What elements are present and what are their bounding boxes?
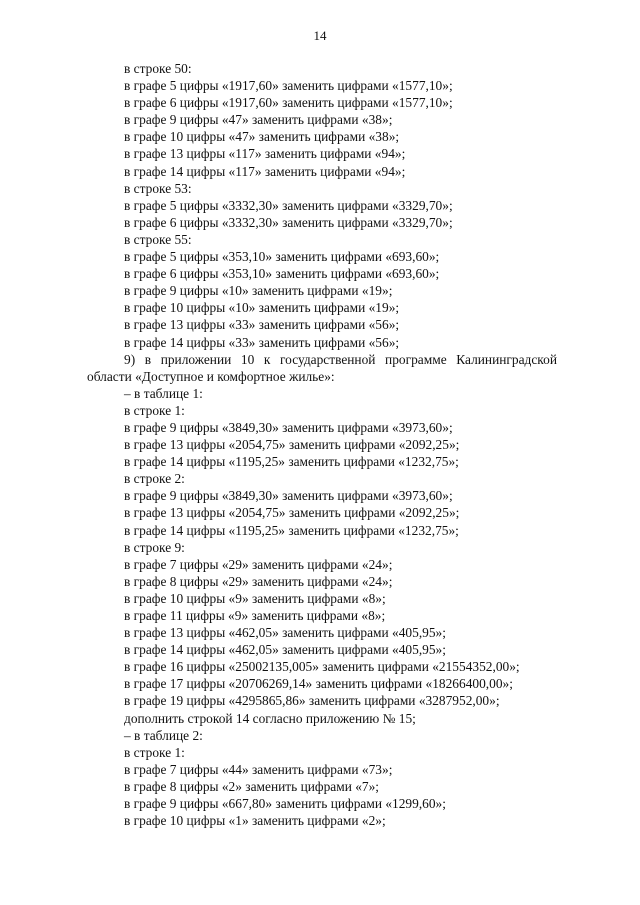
text-line: в графе 9 цифры «10» заменить цифрами «19»;	[124, 283, 393, 299]
text-line: в графе 6 цифры «3332,30» заменить цифрами «3329,70»;	[124, 214, 453, 230]
text-line: в графе 9 цифры «3849,30» заменить цифрами «3973,60»;	[124, 488, 453, 504]
text-line: дополнить строкой 14 согласно приложению № 15;	[124, 710, 416, 726]
document-body	[87, 60, 557, 829]
text-line: в строке 1:	[124, 402, 185, 418]
page-number: 14	[313, 28, 327, 43]
text-line: в строке 9:	[124, 539, 185, 555]
text-line: в графе 10 цифры «47» заменить цифрами «38»;	[124, 129, 400, 145]
text-line: в строке 50:	[124, 61, 192, 76]
text-line: в графе 14 цифры «1195,25» заменить цифрами «1232,75»;	[124, 454, 459, 470]
text-line: в графе 7 цифры «44» заменить цифрами «73»;	[124, 761, 393, 777]
text-line: 9) в приложении 10 к государственной программе Калининградской	[124, 351, 557, 367]
text-line: в строке 55:	[124, 231, 192, 247]
text-line: в графе 17 цифры «20706269,14» заменить цифрами «18266400,00»;	[124, 676, 513, 692]
text-line: в графе 8 цифры «29» заменить цифрами «24»;	[124, 573, 393, 589]
text-line: в графе 13 цифры «2054,75» заменить цифрами «2092,25»;	[124, 505, 460, 521]
text-line: в графе 5 цифры «1917,60» заменить цифрами «1577,10»;	[124, 78, 453, 94]
text-line: в графе 7 цифры «29» заменить цифрами «24»;	[124, 556, 393, 572]
text-line: в строке 1:	[124, 744, 185, 760]
text-line: в графе 10 цифры «10» заменить цифрами «19»;	[124, 300, 400, 316]
text-line: в графе 19 цифры «4295865,86» заменить цифрами «3287952,00»;	[124, 693, 500, 709]
text-line: в графе 14 цифры «117» заменить цифрами «94»;	[124, 163, 406, 179]
text-line: в графе 10 цифры «9» заменить цифрами «8»;	[124, 590, 386, 606]
text-line: в графе 16 цифры «25002135,005» заменить цифрами «21554352,00»;	[124, 659, 520, 675]
text-line: в графе 14 цифры «1195,25» заменить цифрами «1232,75»;	[124, 522, 459, 538]
text-line: в графе 5 цифры «353,10» заменить цифрами «693,60»;	[124, 249, 440, 265]
text-line: – в таблице 1:	[124, 385, 203, 401]
text-line: в строке 2:	[124, 471, 185, 487]
text-line: в графе 13 цифры «33» заменить цифрами «56»;	[124, 317, 400, 333]
text-line: в графе 8 цифры «2» заменить цифрами «7»;	[124, 778, 380, 794]
text-line: в графе 14 цифры «462,05» заменить цифрами «405,95»;	[124, 642, 446, 658]
text-line: в графе 14 цифры «33» заменить цифрами «56»;	[124, 334, 400, 350]
text-line: в графе 9 цифры «667,80» заменить цифрами «1299,60»;	[124, 796, 446, 812]
text-line: в графе 10 цифры «1» заменить цифрами «2»;	[124, 813, 386, 829]
text-line: в графе 11 цифры «9» заменить цифрами «8»;	[124, 608, 386, 623]
text-line: в графе 13 цифры «462,05» заменить цифрами «405,95»;	[124, 625, 446, 641]
text-line: в графе 6 цифры «1917,60» заменить цифрами «1577,10»;	[124, 95, 453, 111]
text-line: в строке 53:	[124, 180, 192, 196]
text-line: в графе 5 цифры «3332,30» заменить цифрами «3329,70»;	[124, 197, 453, 213]
text-line: – в таблице 2:	[124, 727, 203, 743]
text-line: в графе 13 цифры «117» заменить цифрами «94»;	[124, 146, 406, 162]
text-line: в графе 9 цифры «47» заменить цифрами «38»;	[124, 112, 393, 128]
text-line: области «Доступное и комфортное жилье»:	[87, 368, 335, 384]
text-line: в графе 9 цифры «3849,30» заменить цифрами «3973,60»;	[124, 419, 453, 435]
text-line: в графе 6 цифры «353,10» заменить цифрами «693,60»;	[124, 266, 440, 282]
text-line: в графе 13 цифры «2054,75» заменить цифрами «2092,25»;	[124, 437, 460, 453]
